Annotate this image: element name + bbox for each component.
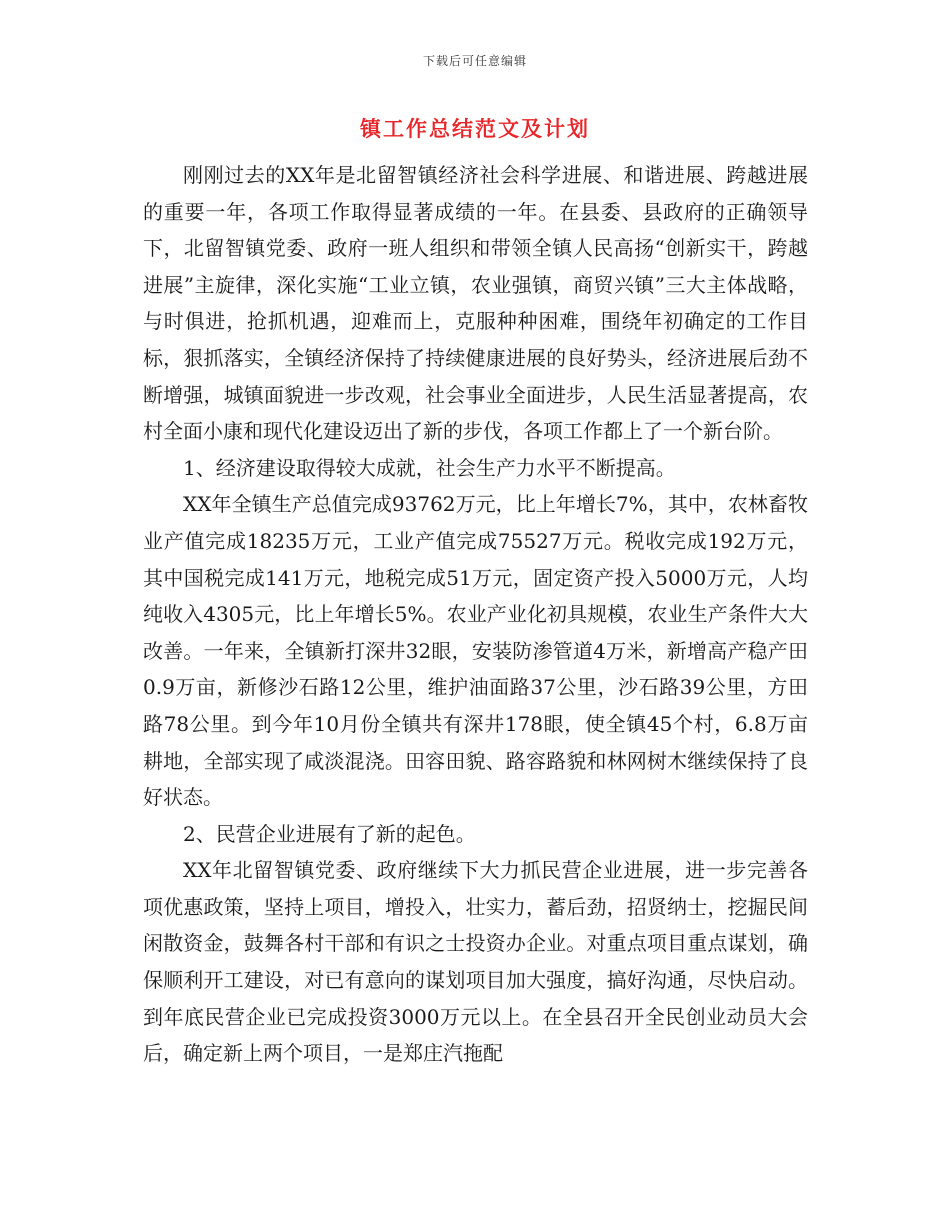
section-heading-economy: 1、经济建设取得较大成就，社会生产力水平不断提高。 <box>183 455 676 480</box>
paragraph-intro: 刚刚过去的XX年是北留智镇经济社会科学进展、和谐进展、跨越进展的重要一年，各项工作取得显著成绩的一年。在县委、县政府的正确领导下，北留智镇党委、政府一班人组织和带领全镇人民高扬“创新实干，跨越进展”主旋律，深化实施“工业立镇，农业强镇，商贸兴镇”三大主体战略，与时俱进，抢抓机遇，迎难而上，克服种种困难，围绕年初确定的工作目标，狠抓落实，全镇经济保持了持续健康进展的良好势头，经济进展后劲不断增强，城镇面貌进一步改观，社会事业全面进步，人民生活显著提高，农村全面小康和现代化建设迈出了新的步伐，各项工作都上了一个新台阶。 <box>143 163 808 444</box>
paragraph-economy: XX年全镇生产总值完成93762万元，比上年增长7%，其中，农林畜牧业产值完成18235万元，工业产值完成75527万元。税收完成192万元，其中国税完成141万元，地税完成51万元，固定资产投入5000万元，人均纯收入4305元，比上年增长5%。农业产业化初具规模，农业生产条件大大改善。一年来，全镇新打深井32眼，安装防渗管道4万米，新增高产稳产田0.9万亩，新修沙石路12公里，维护油面路37公里，沙石路39公里，方田路78公里。到今年10月份全镇共有深井178眼，使全镇45个村，6.8万亩耕地，全部实现了咸淡混浇。田容田貌、路容路貌和林网树木继续保持了良好状态。 <box>143 492 808 810</box>
document-body <box>143 157 808 1072</box>
header-note: 下载后可任意编辑 <box>422 54 527 68</box>
section-heading-private-enterprise: 2、民营企业进展有了新的起色。 <box>183 821 476 846</box>
document-title: 镇工作总结范文及计划 <box>360 116 590 141</box>
paragraph-private-enterprise: XX年北留智镇党委、政府继续下大力抓民营企业进展，进一步完善各项优惠政策，坚持上项目，增投入，壮实力，蓄后劲，招贤纳士，挖掘民间闲散资金，鼓舞各村干部和有识之士投资办企业。对重点项目重点谋划，确保顺利开工建设，对已有意向的谋划项目加大强度，搞好沟通，尽快启动。到年底民营企业已完成投资3000万元以上。在全县召开全民创业动员大会后，确定新上两个项目，一是郑庄汽拖配 <box>143 858 808 1066</box>
